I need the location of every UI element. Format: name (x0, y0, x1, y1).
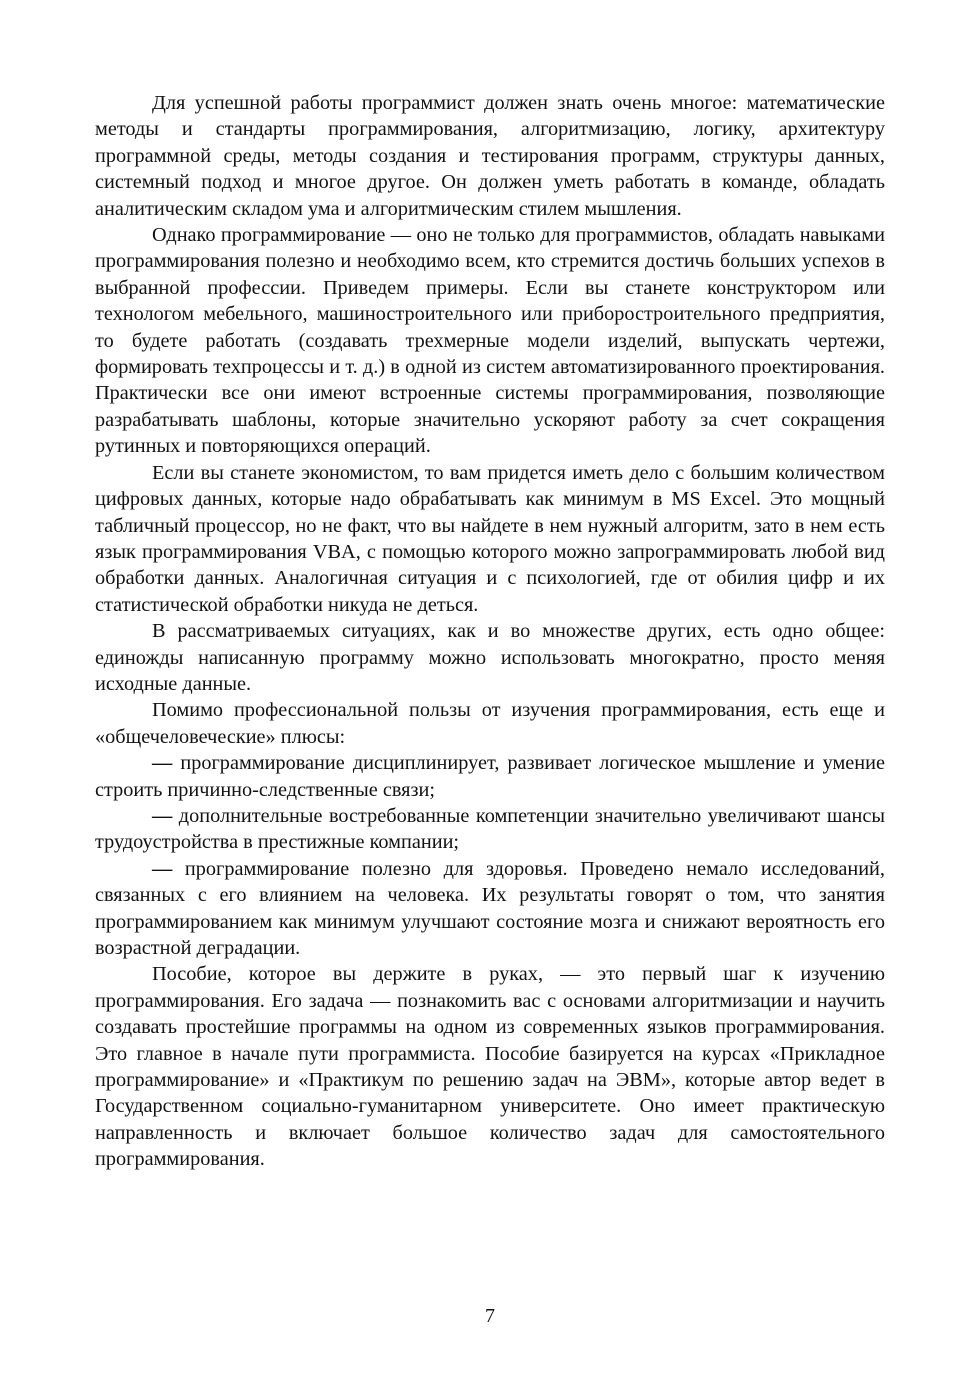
page-number: 7 (485, 1305, 495, 1327)
list-dash: — (152, 804, 173, 827)
list-item-text: программирование полезно для здоровья. Проведено немало исследований, связанных с его влиянием на человека. Их результаты говорят о том, что занятия программированием как минимум улучшают состояние мозга и снижают вероятность его возрастной деградации. (95, 857, 885, 959)
list-dash: — (152, 857, 173, 880)
list-item-text: программирование дисциплинирует, развивает логическое мышление и умение строить причинно-следственные связи; (95, 752, 885, 801)
paragraph-economist-example: Если вы станете экономистом, то вам придется иметь дело с большим количеством цифровых данных, которые надо обрабатывать как минимум в MS Excel. Это мощный табличный процессор, но не факт, что вы найдете в нем нужный алгоритм, зато в нем есть язык программирования VBA, с помощью которого можно запрограммировать любой вид обработки данных. Аналогичная ситуация и с психологией, где от обилия цифр и их статистической обработки никуда не деться. (95, 461, 885, 616)
list-item-text: дополнительные востребованные компетенции значительно увеличивают шансы трудоустройства в престижные компании; (95, 804, 885, 854)
paragraph-programming-for-all: Однако программирование — оно не только для программистов, обладать навыками программирования полезно и необходимо всем, кто стремится достичь больших успехов в выбранной профессии. Приведем примеры. Если вы станете конструктором или технологом мебельного, машиностроительного или приборостроительного предприятия, то будете работать (создавать трехмерные модели изделий, выпускать чертежи, формировать техпроцессы и т. д.) в одной из систем автоматизированного проектирования. Практически все они имеют встроенные системы программирования, позволяющие разрабатывать шаблоны, которые значительно ускоряют работу за счет сокращения рутинных и повторяющихся операций. (95, 224, 885, 458)
paragraph-general-benefits: Помимо профессиональной пользы от изучения программирования, есть еще и «общечеловеческие» плюсы: (95, 699, 885, 748)
benefits-list (95, 750, 885, 961)
paragraph-reuse-program: В рассматриваемых ситуациях, как и во множестве других, есть одно общее: единожды написанную программу можно использовать многократно, просто меняя исходные данные. (95, 620, 885, 695)
list-item (95, 856, 885, 962)
paragraph-programmer-skills: Для успешной работы программист должен знать очень многое: математические методы и стандарты программирования, алгоритмизацию, логику, архитектуру программной среды, методы создания и тестирования программ, структуры данных, системный подход и многое другое. Он должен уметь работать в команде, обладать аналитическим складом ума и алгоритмическим стилем мышления. (95, 92, 885, 220)
paragraph-about-textbook: Пособие, которое вы держите в руках, — это первый шаг к изучению программирования. Его задача — познакомить вас с основами алгоритмизации и научить создавать простейшие программы на одном из современных языков программирования. Это главное в начале пути программиста. Пособие базируется на курсах «Прикладное программирование» и «Практикум по решению задач на ЭВМ», которые автор ведет в Государственном социально-гуманитарном университете. Оно имеет практическую направленность и включает большое количество задач для самостоятельного программирования. (95, 963, 885, 1171)
list-item (95, 750, 885, 803)
list-item (95, 803, 885, 856)
list-dash: — (152, 752, 173, 775)
page-body (95, 90, 885, 1173)
